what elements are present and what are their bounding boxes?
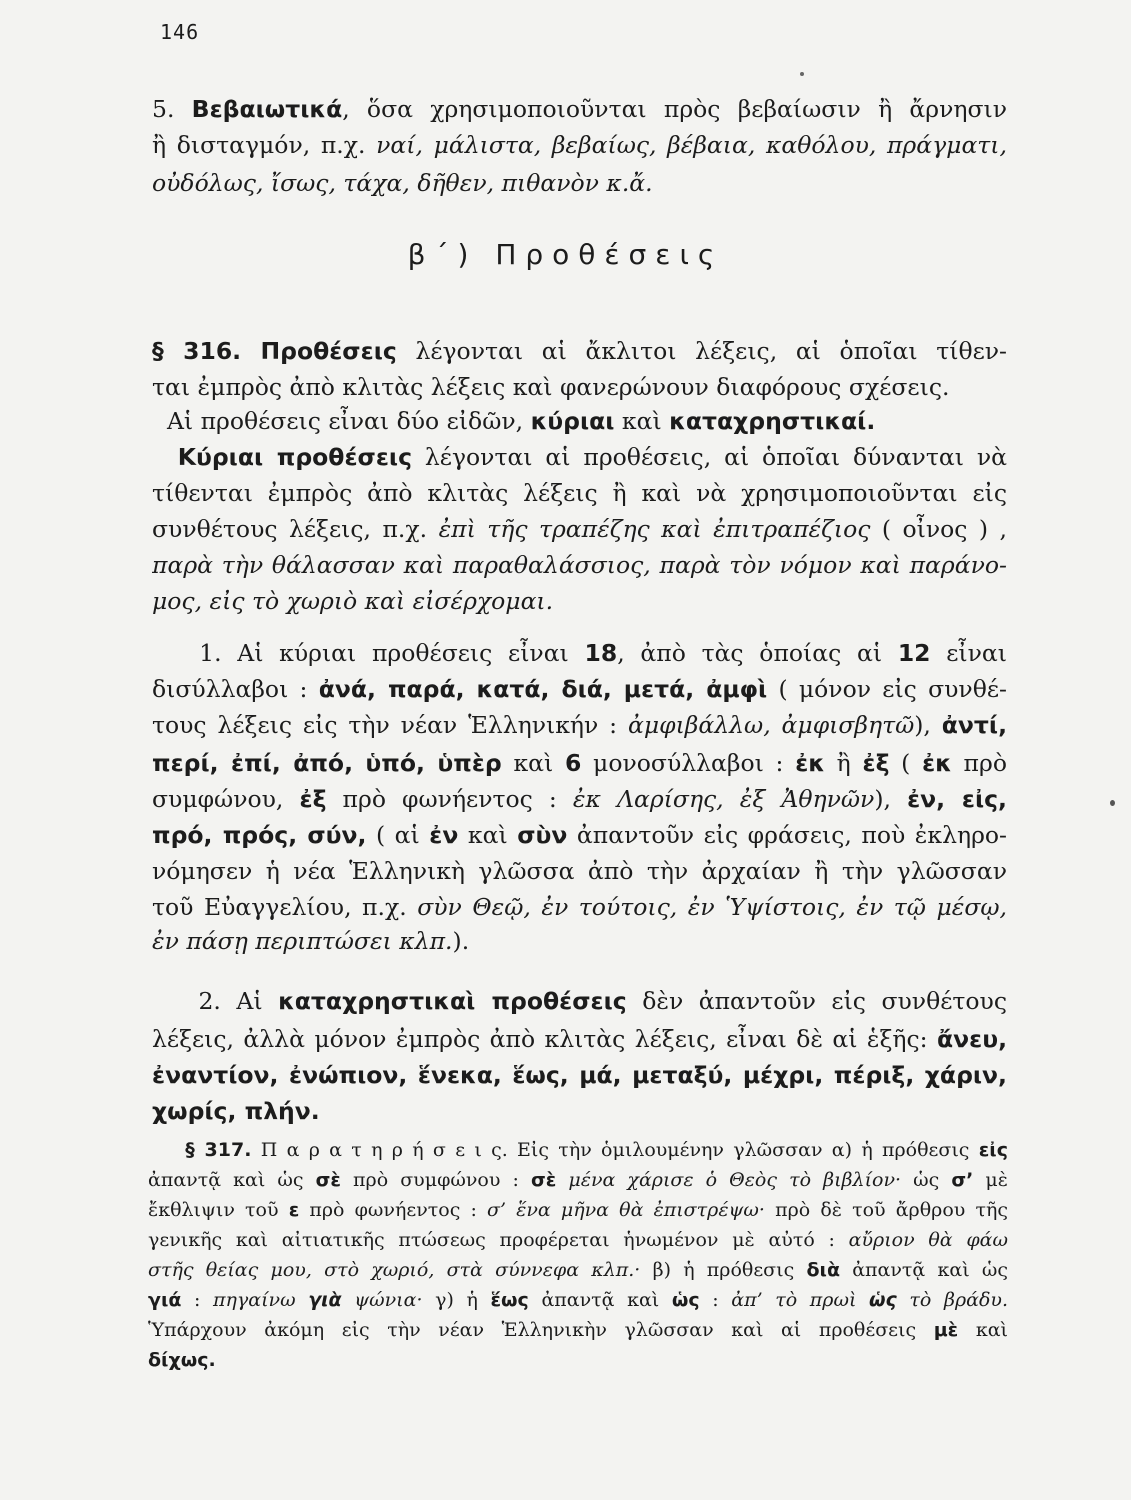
- text-line: πρό, πρός, σύν, ( αἱ ἐν καὶ σὺν ἀπαντοῦν εἰς φράσεις, ποὺ ἐκληρο-: [152, 821, 1007, 849]
- section-heading: β΄) Προθέσεις: [407, 238, 724, 271]
- text-line: παρὰ τὴν θάλασσαν καὶ παραθαλάσσιος, παρὰ τὸν νόμον καὶ παράνο-: [152, 551, 1007, 579]
- note-line: δίχως.: [148, 1349, 216, 1371]
- text-line: μος, εἰς τὸ χωριὸ καὶ εἰσέρχομαι.: [152, 587, 554, 615]
- text-line: ἢ δισταγμόν, π.χ. ναί, μάλιστα, βεβαίως, βέβαια, καθόλου, πράγματι,: [152, 131, 1007, 159]
- scan-speck: [1110, 800, 1115, 806]
- scan-speck: [800, 72, 804, 76]
- text-line: τους λέξεις εἰς τὴν νέαν Ἑλληνικήν : ἀμφιβάλλω, ἀμφισβητῶ), ἀντί,: [152, 711, 1007, 739]
- text-line: ἐν πάσῃ περιπτώσει κλπ.).: [152, 927, 470, 955]
- text-line: συνθέτους λέξεις, π.χ. ἐπὶ τῆς τραπέζης καὶ ἐπιτραπέζιος ( οἶνος ) ,: [152, 515, 1007, 543]
- page-number: 146: [160, 20, 200, 44]
- text-line: οὐδόλως, ἴσως, τάχα, δῆθεν, πιθανὸν κ.ἄ.: [152, 169, 653, 197]
- text-line: τοῦ Εὐαγγελίου, π.χ. σὺν Θεῷ, ἐν τούτοις, ἐν Ὑψίστοις, ἐν τῷ μέσῳ,: [152, 893, 1007, 921]
- note-line: Ὑπάρχουν ἀκόμη εἰς τὴν νέαν Ἑλληνικὴν γλῶσσαν καὶ αἱ προθέσεις μὲ καὶ: [148, 1319, 1008, 1341]
- text-line: χωρίς, πλήν.: [152, 1097, 320, 1125]
- note-line: ἀπαντᾷ καὶ ὡς σὲ πρὸ συμφώνου : σὲ μένα χάρισε ὁ Θεὸς τὸ βιβλίον· ὡς σ’ μὲ: [148, 1169, 1008, 1191]
- text-line: Κύριαι προθέσεις λέγονται αἱ προθέσεις, αἱ ὁποῖαι δύνανται νὰ: [177, 443, 1007, 471]
- text-line: περί, ἐπί, ἀπό, ὑπό, ὑπὲρ καὶ 6 μονοσύλλαβοι : ἐκ ἢ ἐξ ( ἐκ πρὸ: [152, 749, 1007, 777]
- note-line: ἔκθλιψιν τοῦ ε πρὸ φωνήεντος : σ’ ἕνα μῆνα θὰ ἐπιστρέψω· πρὸ δὲ τοῦ ἄρθρου τῆς: [148, 1199, 1008, 1221]
- text-line: συμφώνου, ἐξ πρὸ φωνήεντος : ἐκ Λαρίσης, ἐξ Ἀθηνῶν), ἐν, εἰς,: [152, 785, 1007, 813]
- text-line: ται ἐμπρὸς ἀπὸ κλιτὰς λέξεις καὶ φανερώνουν διαφόρους σχέσεις.: [152, 373, 950, 401]
- note-line: γιά : πηγαίνω γιὰ ψώνια· γ) ἡ ἕως ἀπαντᾷ καὶ ὡς : ἀπ’ τὸ πρωὶ ὡς τὸ βράδυ.: [148, 1289, 1008, 1311]
- text-line: § 316. Προθέσεις λέγονται αἱ ἄκλιτοι λέξεις, αἱ ὁποῖαι τίθεν-: [152, 337, 1007, 365]
- text-line: νόμησεν ἡ νέα Ἑλληνικὴ γλῶσσα ἀπὸ τὴν ἀρχαίαν ἢ τὴν γλῶσσαν: [152, 857, 1007, 885]
- text-line: ἐναντίον, ἐνώπιον, ἕνεκα, ἕως, μά, μεταξύ, μέχρι, πέριξ, χάριν,: [152, 1061, 1007, 1089]
- text-line: Αἱ προθέσεις εἶναι δύο εἰδῶν, κύριαι καὶ καταχρηστικαί.: [152, 407, 876, 435]
- note-line: στῆς θείας μου, στὸ χωριό, στὰ σύννεφα κλπ.· β) ἡ πρόθεσις διὰ ἀπαντᾷ καὶ ὡς: [148, 1259, 1008, 1281]
- text-line: δισύλλαβοι : ἀνά, παρά, κατά, διά, μετά, ἀμφὶ ( μόνον εἰς συνθέ-: [152, 675, 1007, 703]
- text-line: 2. Αἱ καταχρηστικαὶ προθέσεις δὲν ἀπαντοῦν εἰς συνθέτους: [152, 987, 1007, 1015]
- text-line: τίθενται ἐμπρὸς ἀπὸ κλιτὰς λέξεις ἢ καὶ νὰ χρησιμοποιοῦνται εἰς: [152, 479, 1007, 507]
- text-line: 1. Αἱ κύριαι προθέσεις εἶναι 18, ἀπὸ τὰς ὁποίας αἱ 12 εἶναι: [152, 639, 1007, 667]
- text-line: 5. Βεβαιωτικά, ὅσα χρησιμοποιοῦνται πρὸς βεβαίωσιν ἢ ἄρνησιν: [152, 95, 1007, 123]
- note-line: § 317. Π α ρ α τ η ρ ή σ ε ι ς. Εἰς τὴν ὁμιλουμένην γλῶσσαν α) ἡ πρόθεσις εἰς: [185, 1139, 1008, 1161]
- text-line: λέξεις, ἀλλὰ μόνον ἐμπρὸς ἀπὸ κλιτὰς λέξεις, εἶναι δὲ αἱ ἑξῆς: ἄνευ,: [152, 1025, 1007, 1053]
- note-line: γενικῆς καὶ αἰτιατικῆς πτώσεως προφέρεται ἡνωμένον μὲ αὐτό : αὔριον θὰ φάω: [148, 1229, 1008, 1251]
